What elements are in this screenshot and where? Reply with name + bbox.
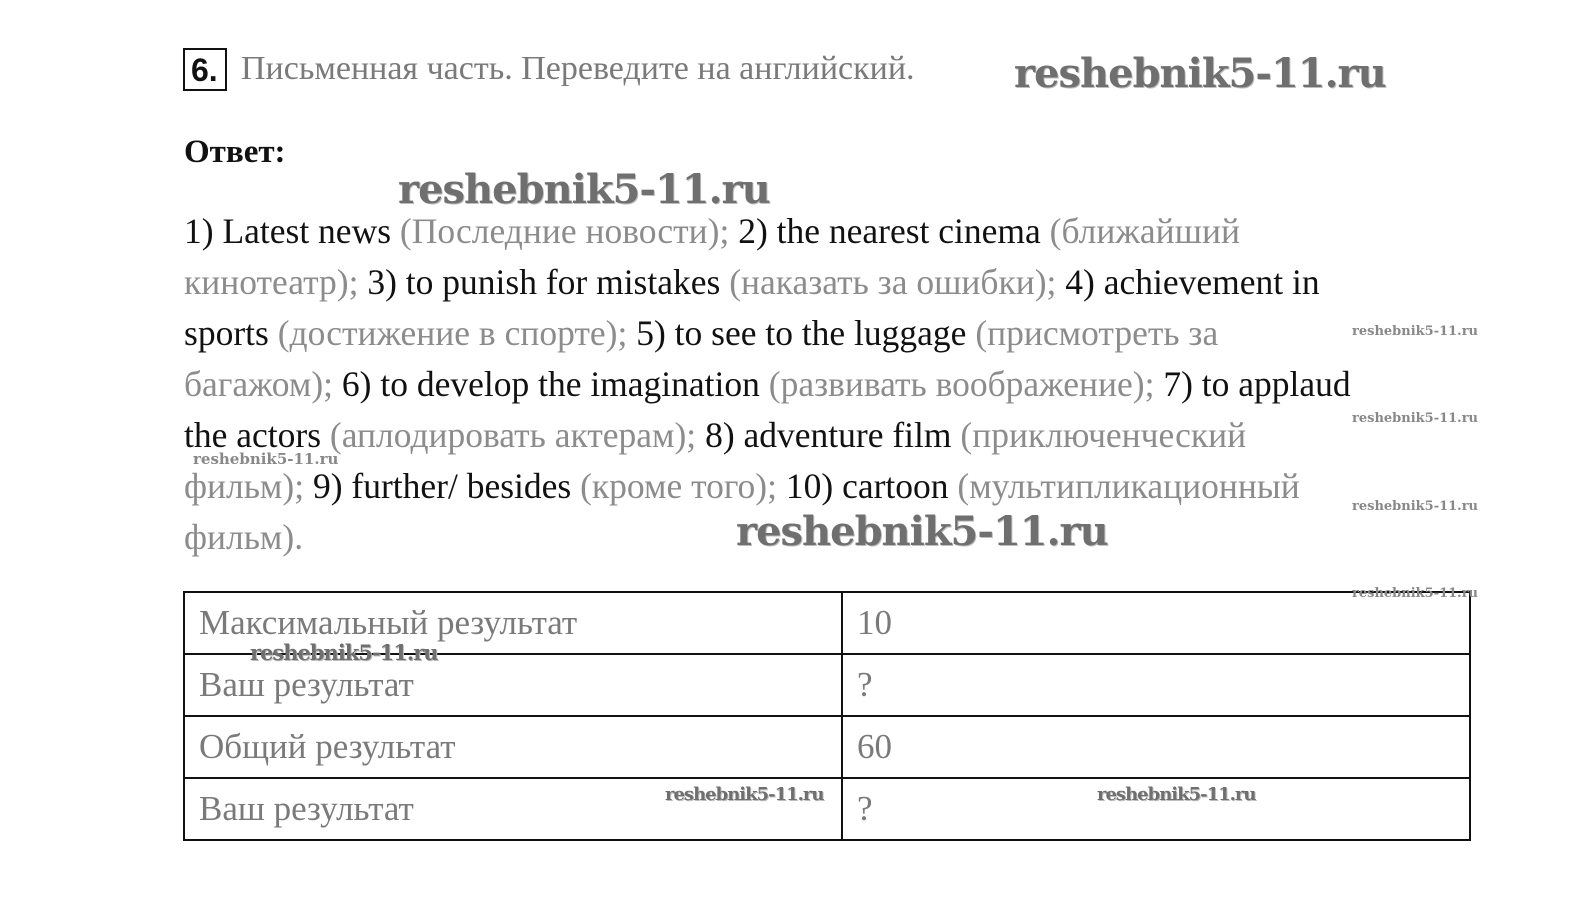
russian-translation: (кроме того);	[580, 466, 777, 506]
english-phrase: 8) adventure film	[696, 415, 961, 455]
table-row	[184, 716, 1470, 778]
watermark: reshebnik5-11.ru	[1014, 50, 1386, 97]
russian-translation: багажом);	[184, 364, 334, 404]
english-phrase: 3) to punish for mistakes	[358, 262, 730, 302]
answer-line	[184, 410, 1484, 461]
watermark: reshebnik5-11.ru	[1352, 411, 1479, 426]
watermark: reshebnik5-11.ru	[1352, 324, 1479, 339]
russian-translation: (Последние новости);	[399, 211, 730, 251]
score-value-yours-total: ?	[842, 778, 1470, 840]
watermark: reshebnik5-11.ru	[665, 784, 824, 805]
watermark: reshebnik5-11.ru	[1352, 586, 1479, 601]
table-row	[184, 778, 1470, 840]
russian-translation: кинотеатр);	[184, 262, 359, 302]
english-phrase: 10) cartoon	[777, 466, 958, 506]
russian-translation: (развивать воображение);	[768, 364, 1155, 404]
answer-line	[184, 257, 1484, 308]
answer-line	[184, 359, 1484, 410]
russian-translation: (достижение в спорте);	[277, 313, 628, 353]
score-label-yours: Ваш результат	[184, 654, 842, 716]
russian-translation: фильм).	[184, 517, 304, 557]
watermark: reshebnik5-11.ru	[250, 640, 438, 665]
russian-translation: (приключенческий	[960, 415, 1247, 455]
english-phrase: sports	[184, 313, 278, 353]
answer-line	[184, 461, 1484, 512]
english-phrase: 2) the nearest cinema	[729, 211, 1050, 251]
score-value-max: 10	[842, 592, 1470, 654]
russian-translation: (присмотреть за	[975, 313, 1219, 353]
answer-label: Ответ:	[184, 134, 286, 170]
score-value-yours: ?	[842, 654, 1470, 716]
russian-translation: (мультипликационный	[957, 466, 1300, 506]
watermark: reshebnik5-11.ru	[193, 450, 339, 468]
score-table	[183, 591, 1471, 841]
english-phrase: 5) to see to the luggage	[627, 313, 976, 353]
watermark: reshebnik5-11.ru	[736, 508, 1108, 555]
russian-translation: (аплодировать актерам);	[329, 415, 697, 455]
task-number: 6.	[183, 48, 227, 91]
score-label-yours-total: Ваш результат	[184, 778, 842, 840]
russian-translation: фильм);	[184, 466, 305, 506]
russian-translation: (наказать за ошибки);	[729, 262, 1057, 302]
score-label-total: Общий результат	[184, 716, 842, 778]
watermark: reshebnik5-11.ru	[1097, 784, 1256, 805]
watermark: reshebnik5-11.ru	[398, 166, 770, 213]
score-label-max: Максимальный результат	[184, 592, 842, 654]
english-phrase: 4) achievement in	[1056, 262, 1320, 302]
russian-translation: (ближайший	[1049, 211, 1240, 251]
task-title: Письменная часть. Переведите на английский.	[241, 50, 915, 87]
score-value-total: 60	[842, 716, 1470, 778]
watermark: reshebnik5-11.ru	[1352, 499, 1479, 514]
answer-line	[184, 308, 1484, 359]
english-phrase: 9) further/ besides	[304, 466, 581, 506]
answer-line	[184, 206, 1484, 257]
english-phrase: 7) to applaud	[1154, 364, 1351, 404]
english-phrase: 1) Latest news	[184, 211, 400, 251]
english-phrase: the actors	[184, 415, 330, 455]
english-phrase: 6) to develop the imagination	[333, 364, 769, 404]
